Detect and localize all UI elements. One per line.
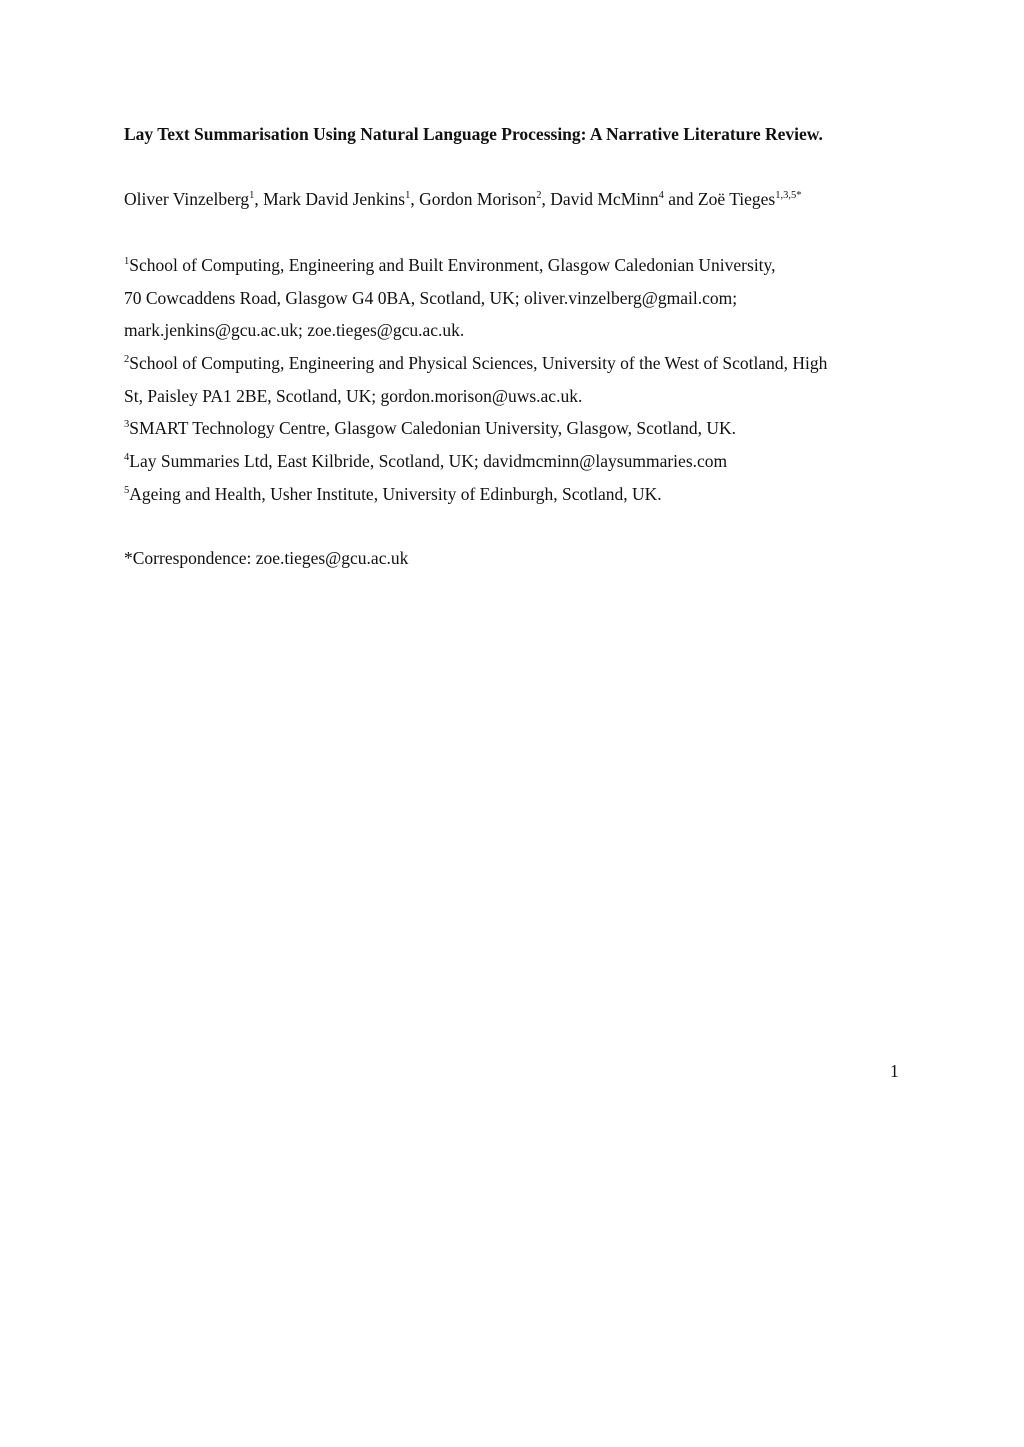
author-name: Zoë Tieges: [697, 189, 776, 209]
author-separator: ,: [541, 189, 551, 209]
affiliation-text: 70 Cowcaddens Road, Glasgow G4 0BA, Scotland, UK; oliver.vinzelberg@gmail.com;: [124, 287, 738, 308]
author-affiliation-marker: 4: [658, 190, 664, 201]
affiliation-line: [124, 319, 904, 352]
paper-title: Lay Text Summarisation Using Natural Language Processing: A Narrative Literature Review.: [124, 124, 823, 144]
author-name: Gordon Morison: [419, 189, 537, 209]
affiliation-text: Ageing and Health, Usher Institute, University of Edinburgh, Scotland, UK.: [129, 483, 662, 504]
affiliation-number: 3: [124, 419, 130, 431]
author-affiliation-marker: 1: [249, 190, 255, 201]
page-number: 1: [890, 1061, 899, 1081]
affiliation-number: 2: [124, 354, 130, 366]
author-affiliation-marker: 2: [536, 190, 542, 201]
affiliation-text: Lay Summaries Ltd, East Kilbride, Scotland, UK; davidmcminn@laysummaries.com: [129, 451, 728, 472]
affiliation-line: [124, 385, 904, 418]
affiliation-line: [124, 352, 904, 385]
correspondence-note: *Correspondence: zoe.tieges@gcu.ac.uk: [124, 548, 409, 568]
author-affiliation-marker: 1,3,5*: [775, 190, 802, 201]
affiliation-text: School of Computing, Engineering and Built Environment, Glasgow Caledonian University,: [129, 255, 776, 275]
author-name: Mark David Jenkins: [263, 189, 406, 209]
affiliation-text: SMART Technology Centre, Glasgow Caledonian University, Glasgow, Scotland, UK.: [129, 418, 736, 439]
author-separator: ,: [410, 189, 420, 209]
author-separator: ,: [254, 189, 264, 209]
affiliation-text: mark.jenkins@gcu.ac.uk; zoe.tieges@gcu.ac.uk.: [124, 320, 465, 341]
affiliation-text: School of Computing, Engineering and Physical Sciences, University of the West of Scotland, High: [129, 353, 828, 374]
author-separator: and: [663, 189, 698, 209]
affiliation-number: 1: [124, 256, 130, 267]
affiliation-line: [124, 254, 904, 287]
affiliation-line: [124, 287, 904, 320]
affiliation-number: 5: [124, 484, 130, 496]
author-name: David McMinn: [550, 189, 659, 209]
author-affiliation-marker: 1: [405, 190, 411, 201]
affiliation-text: St, Paisley PA1 2BE, Scotland, UK; gordon.morison@uws.ac.uk.: [124, 385, 583, 406]
affiliation-list: [124, 254, 904, 516]
affiliation-line: [124, 450, 904, 483]
author-name: Oliver Vinzelberg: [124, 189, 250, 209]
affiliation-line: [124, 417, 904, 450]
affiliation-number: 4: [124, 452, 130, 464]
affiliation-line: [124, 483, 904, 516]
author-list: [124, 189, 801, 210]
